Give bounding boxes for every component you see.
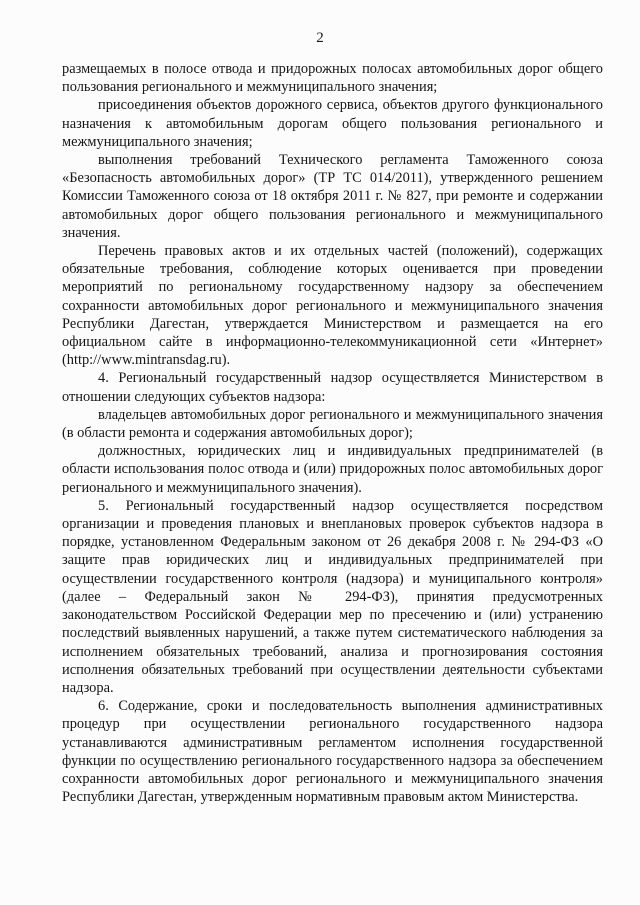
paragraph-item-5: 5. Региональный государственный надзор осуществляется посредством организации и проведения плановых и внеплановых проверок субъектов надзора в порядке, установленном Федеральным законом от 26 декабря 2008 г. № 294-ФЗ «О защите прав юридических лиц и индивидуальных предпринимателей при осуществлении государственного контроля (надзора) и муниципального контроля» (далее – Федеральный закон № 294-ФЗ), принятия предусмотренных законодательством Российской Федерации мер по пресечению и (или) устранению последствий выявленных нарушений, а также путем систематического наблюдения за исполнением обязательных требований, анализа и прогнозирования состояния исполнения обязательных требований при осуществлении деятельности субъектами надзора. — [62, 497, 603, 696]
document-body — [62, 60, 603, 806]
paragraph-continuation: размещаемых в полосе отвода и придорожных полосах автомобильных дорог общего пользования регионального и межмуниципального значения; — [62, 61, 603, 96]
paragraph-technical-regulation: выполнения требований Технического регламента Таможенного союза «Безопасность автомобильных дорог» (ТР ТС 014/2011), утвержденного решением Комиссии Таможенного союза от 18 октября 2011 г. № 827, при ремонте и содержании автомобильных дорог общего пользования регионального и межмуниципального значения. — [62, 152, 603, 241]
paragraph-road-owners: владельцев автомобильных дорог регионального и межмуниципального значения (в области ремонта и содержания автомобильных дорог); — [62, 406, 603, 442]
paragraph-officials-entities: должностных, юридических лиц и индивидуальных предпринимателей (в области использования полос отвода и (или) придорожных полос автомобильных дорог регионального и межмуниципального значения). — [62, 443, 603, 496]
page-number: 2 — [316, 30, 324, 46]
paragraph-legal-acts-list: Перечень правовых актов и их отдельных частей (положений), содержащих обязательные требования, соблюдение которых оценивается при проведении мероприятий по региональному государственному надзору за обеспечением сохранности автомобильных дорог регионального и межмуниципального значения Республики Дагестан, утверждается Министерством и размещается на его официальном сайте в информационно-телекоммуникационной сети «Интернет» (http://www.mintransdag.ru). — [62, 243, 603, 369]
paragraph-road-service-objects: присоединения объектов дорожного сервиса, объектов другого функционального назначения к автомобильным дорогам общего пользования регионального и межмуниципального значения; — [62, 97, 603, 150]
paragraph-item-4: 4. Региональный государственный надзор осуществляется Министерством в отношении следующих субъектов надзора: — [62, 370, 603, 405]
paragraph-item-6: 6. Содержание, сроки и последовательность выполнения административных процедур при осуществлении регионального государственного надзора устанавливаются административным регламентом исполнения государственной функции по осуществлению регионального государственного надзора за обеспечением сохранности автомобильных дорог регионального и межмуниципального значения Республики Дагестан, утвержденным нормативным правовым актом Министерства. — [62, 698, 603, 806]
